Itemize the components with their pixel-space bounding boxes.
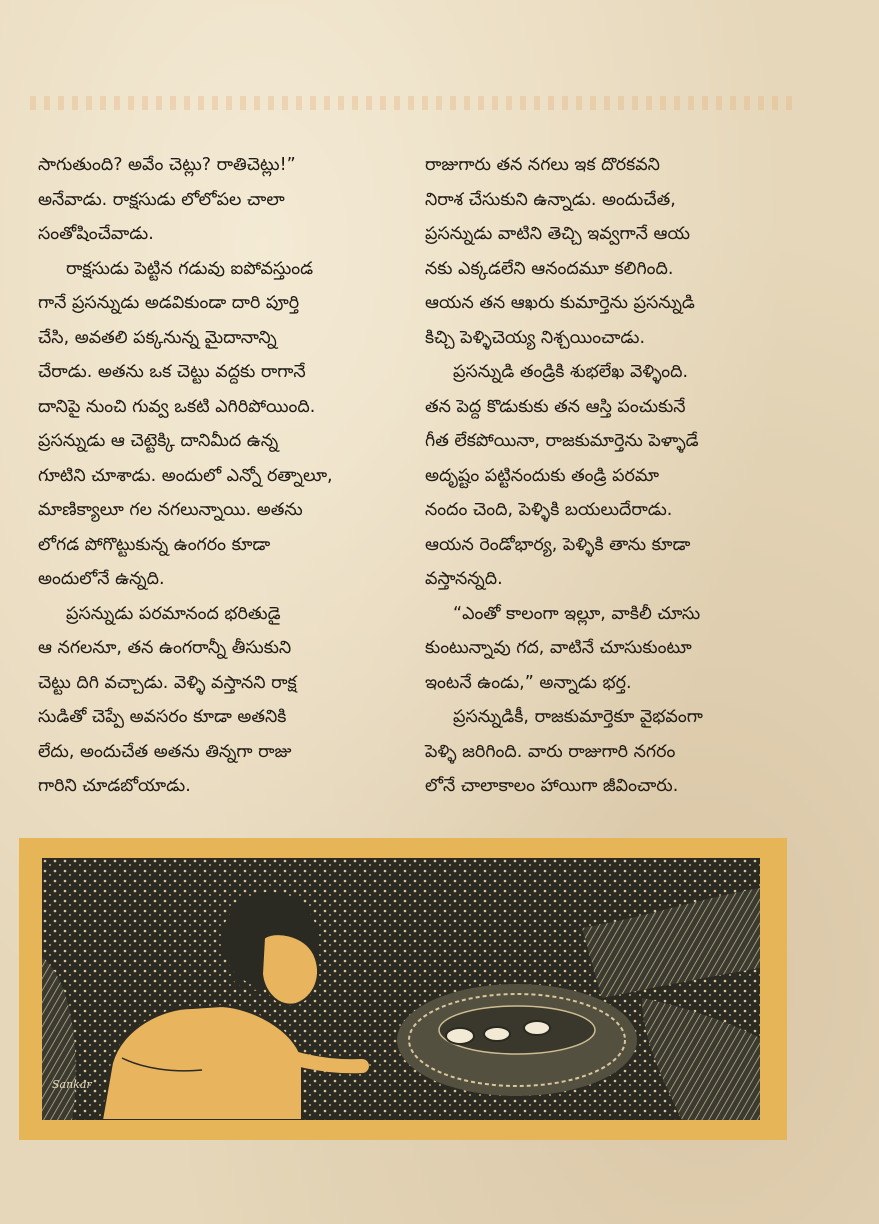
right-paragraph-2: ప్రసన్నుడి తండ్రికి శుభలేఖ వెళ్ళింది. తన పెద్ద కొడుకుకు తన ఆస్తి పంచుకునే గీత లేకపోయినా, రాజకుమార్తెను పెళ్ళాడే అదృష్టం పట్టినందుకు తండ్రి పరమా నందం చెంది, పెళ్ళికి బయలుదేరాడు. ఆయన రెండోభార్య, పెళ్ళికి తాను కూడా వస్తానన్నది. bbox=[425, 362, 699, 589]
jewel-ring bbox=[484, 1027, 510, 1041]
left-paragraph-3: ప్రసన్నుడు పరమానంద భరితుడై ఆ నగలనూ, తన ఉంగరాన్నీ తీసుకుని చెట్టు దిగి వచ్చాడు. వెళ్ళి వస్తానని రాక్ష సుడితో చెప్పే అవసరం కూడా అతనికి లేదు, అందుచేత అతను తిన్నగా రాజు గారిని చూడబోయాడు. bbox=[38, 603, 297, 796]
right-paragraph-4: ప్రసన్నుడికీ, రాజకుమార్తెకూ వైభవంగా పెళ్ళి జరిగింది. వారు రాజుగారి నగరం లోనే చాలాకాలం హాయిగా జీవించారు. bbox=[425, 707, 703, 796]
jewel-ring bbox=[446, 1028, 474, 1044]
right-paragraph-1: రాజుగారు తన నగలు ఇక దొరకవని నిరాశ చేసుకుని ఉన్నాడు. అందుచేత, ప్రసన్నుడు వాటిని తెచ్చి ఇవ్వగానే ఆయ నకు ఎక్కడలేని ఆనందమూ కలిగింది. ఆయన తన ఆఖరు కుమార్తెను ప్రసన్నుడి కిచ్చి పెళ్ళిచెయ్య నిశ్చయించాడు. bbox=[425, 155, 695, 348]
right-paragraph-3: “ఎంతో కాలంగా ఇల్లూ, వాకిలీ చూసు కుంటున్నావు గద, వాటినే చూసుకుంటూ ఇంటనే ఉండు,” అన్నాడు భర్త. bbox=[425, 603, 701, 693]
left-paragraph-2: రాక్షసుడు పెట్టిన గడువు ఐపోవస్తుండ గానే ప్రసన్నుడు అడవికుండా దారి పూర్తి చేసి, అవతలి పక్కనున్న మైదానాన్ని చేరాడు. అతను ఒక చెట్టు వద్దకు రాగానే దానిపై నుంచి గువ్వ ఒకటి ఎగిరిపోయింది. ప్రసన్నుడు ఆ చెట్టెక్కి దానిమీద ఉన్న గూటిని చూశాడు. అందులో ఎన్నో రత్నాలూ, మాణిక్యాలూ గల నగలున్నాయి. అతను లోగడ పోగొట్టుకున్న ఉంగరం కూడా అందులోనే ఉన్నది. bbox=[38, 258, 333, 589]
right-column bbox=[425, 148, 803, 804]
illustration-drawing bbox=[42, 858, 760, 1120]
illustration bbox=[42, 858, 760, 1120]
jewel-ring bbox=[524, 1021, 550, 1035]
artist-signature: Sankar bbox=[52, 1078, 92, 1091]
decorative-band bbox=[30, 96, 800, 110]
left-column bbox=[38, 148, 416, 804]
left-paragraph-1: సాగుతుంది? అవేం చెట్లు? రాతిచెట్లు!” అనేవాడు. రాక్షసుడు లోలోపల చాలా సంతోషించేవాడు. bbox=[38, 155, 296, 244]
